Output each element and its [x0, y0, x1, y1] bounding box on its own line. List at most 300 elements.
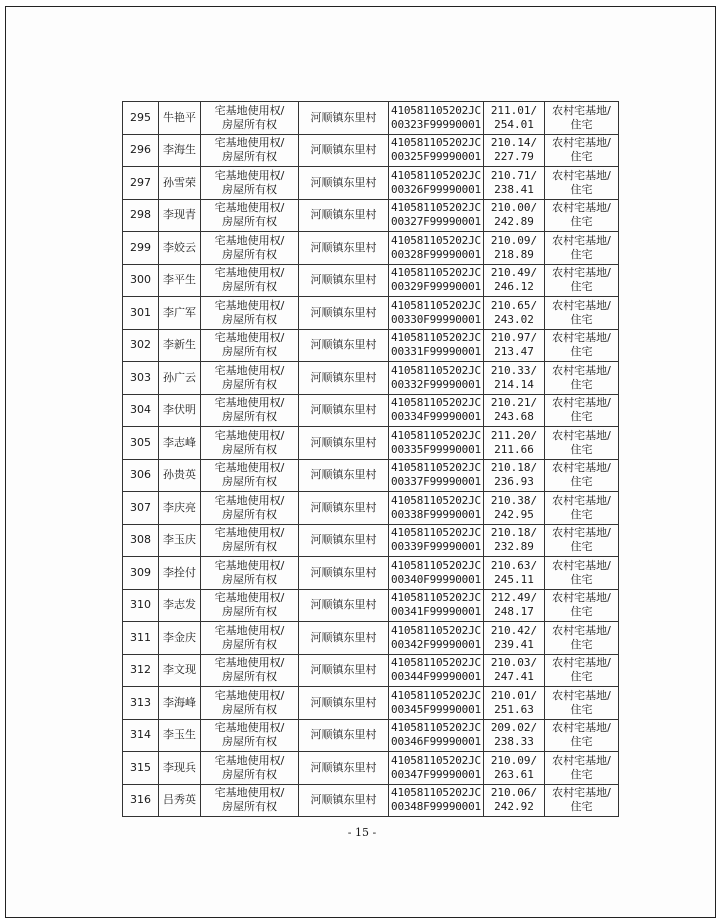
unit-code-cell — [389, 427, 484, 460]
page-number: - 15 - — [347, 826, 377, 839]
area-value-cell — [484, 427, 545, 460]
area-value-line: 210.33/ — [490, 363, 538, 377]
unit-code-line: 410581105202JC — [391, 428, 481, 442]
right-type-line: 宅基地使用权/ — [214, 591, 285, 605]
right-type-line: 宅基地使用权/ — [214, 168, 285, 182]
area-value-line: 214.14 — [494, 377, 534, 391]
row-number-cell: 313 — [123, 687, 159, 720]
unit-code-line: 00337F99990001 — [391, 475, 481, 489]
owner-name-cell: 李志发 — [159, 589, 201, 622]
table-row — [123, 329, 619, 362]
right-type-line: 房屋所有权 — [222, 442, 277, 456]
unit-code-cell — [389, 719, 484, 752]
area-value-cell — [484, 622, 545, 655]
unit-code-line: 00348F99990001 — [391, 800, 481, 814]
unit-code-cell — [389, 557, 484, 590]
table-row — [123, 589, 619, 622]
row-number-cell: 295 — [123, 102, 159, 135]
land-use-line: 住宅 — [570, 410, 593, 424]
right-type-line: 宅基地使用权/ — [214, 786, 285, 800]
unit-code-line: 00334F99990001 — [391, 410, 481, 424]
right-type-line: 宅基地使用权/ — [214, 493, 285, 507]
land-use-line: 住宅 — [570, 702, 593, 716]
unit-code-line: 410581105202JC — [391, 103, 481, 117]
land-use-line: 住宅 — [570, 312, 593, 326]
land-use-line: 农村宅基地/ — [552, 136, 611, 150]
land-use-cell — [545, 557, 619, 590]
owner-name-cell: 李金庆 — [159, 622, 201, 655]
owner-name-cell: 李文现 — [159, 654, 201, 687]
land-use-line: 住宅 — [570, 605, 593, 619]
table-row — [123, 264, 619, 297]
unit-code-line: 410581105202JC — [391, 168, 481, 182]
right-type-cell — [201, 232, 299, 265]
area-value-cell — [484, 167, 545, 200]
right-type-cell — [201, 492, 299, 525]
table-row — [123, 687, 619, 720]
right-type-line: 宅基地使用权/ — [214, 656, 285, 670]
unit-code-line: 410581105202JC — [391, 461, 481, 475]
land-use-cell — [545, 264, 619, 297]
land-use-line: 住宅 — [570, 767, 593, 781]
area-value-line: 210.71/ — [490, 168, 538, 182]
area-value-line: 218.89 — [494, 247, 534, 261]
right-type-line: 房屋所有权 — [222, 735, 277, 749]
right-type-line: 宅基地使用权/ — [214, 298, 285, 312]
area-value-line: 232.89 — [494, 540, 534, 554]
location-cell: 河顺镇东里村 — [299, 427, 389, 460]
unit-code-cell — [389, 362, 484, 395]
owner-name-cell: 李玉庆 — [159, 524, 201, 557]
unit-code-cell — [389, 167, 484, 200]
unit-code-cell — [389, 687, 484, 720]
right-type-line: 宅基地使用权/ — [214, 396, 285, 410]
area-value-line: 210.14/ — [490, 136, 538, 150]
land-use-line: 住宅 — [570, 345, 593, 359]
area-value-cell — [484, 654, 545, 687]
area-value-cell — [484, 102, 545, 135]
area-value-line: 254.01 — [494, 117, 534, 131]
table-row — [123, 232, 619, 265]
right-type-cell — [201, 459, 299, 492]
unit-code-line: 410581105202JC — [391, 136, 481, 150]
row-number-cell: 316 — [123, 784, 159, 817]
area-value-line: 242.95 — [494, 507, 534, 521]
unit-code-cell — [389, 752, 484, 785]
land-use-cell — [545, 297, 619, 330]
location-cell: 河顺镇东里村 — [299, 297, 389, 330]
table-row — [123, 524, 619, 557]
unit-code-line: 410581105202JC — [391, 396, 481, 410]
right-type-cell — [201, 524, 299, 557]
unit-code-cell — [389, 784, 484, 817]
land-use-line: 住宅 — [570, 507, 593, 521]
land-use-line: 住宅 — [570, 247, 593, 261]
unit-code-line: 410581105202JC — [391, 753, 481, 767]
row-number-cell: 314 — [123, 719, 159, 752]
location-cell: 河顺镇东里村 — [299, 102, 389, 135]
land-use-line: 住宅 — [570, 182, 593, 196]
area-value-line: 247.41 — [494, 670, 534, 684]
right-type-line: 宅基地使用权/ — [214, 753, 285, 767]
location-cell: 河顺镇东里村 — [299, 557, 389, 590]
row-number-cell: 297 — [123, 167, 159, 200]
right-type-cell — [201, 589, 299, 622]
location-cell: 河顺镇东里村 — [299, 622, 389, 655]
right-type-line: 房屋所有权 — [222, 702, 277, 716]
area-value-line: 210.06/ — [490, 786, 538, 800]
unit-code-cell — [389, 622, 484, 655]
table-row — [123, 459, 619, 492]
table-row — [123, 199, 619, 232]
area-value-cell — [484, 232, 545, 265]
land-use-cell — [545, 232, 619, 265]
owner-name-cell: 李海生 — [159, 134, 201, 167]
area-value-cell — [484, 329, 545, 362]
right-type-cell — [201, 752, 299, 785]
location-cell: 河顺镇东里村 — [299, 264, 389, 297]
unit-code-cell — [389, 102, 484, 135]
unit-code-cell — [389, 199, 484, 232]
land-use-line: 农村宅基地/ — [552, 103, 611, 117]
location-cell: 河顺镇东里村 — [299, 329, 389, 362]
owner-name-cell: 李庆亮 — [159, 492, 201, 525]
table-row — [123, 362, 619, 395]
owner-name-cell: 吕秀英 — [159, 784, 201, 817]
area-value-line: 210.09/ — [490, 233, 538, 247]
row-number-cell: 306 — [123, 459, 159, 492]
right-type-line: 房屋所有权 — [222, 312, 277, 326]
right-type-cell — [201, 622, 299, 655]
row-number-cell: 308 — [123, 524, 159, 557]
owner-name-cell: 李志峰 — [159, 427, 201, 460]
right-type-cell — [201, 687, 299, 720]
location-cell: 河顺镇东里村 — [299, 362, 389, 395]
right-type-line: 宅基地使用权/ — [214, 136, 285, 150]
unit-code-line: 410581105202JC — [391, 623, 481, 637]
row-number-cell: 298 — [123, 199, 159, 232]
land-use-cell — [545, 362, 619, 395]
right-type-cell — [201, 297, 299, 330]
unit-code-cell — [389, 264, 484, 297]
unit-code-cell — [389, 589, 484, 622]
location-cell: 河顺镇东里村 — [299, 524, 389, 557]
owner-name-cell: 孙雪荣 — [159, 167, 201, 200]
location-cell: 河顺镇东里村 — [299, 654, 389, 687]
unit-code-line: 410581105202JC — [391, 721, 481, 735]
right-type-line: 房屋所有权 — [222, 182, 277, 196]
area-value-line: 210.01/ — [490, 688, 538, 702]
right-type-line: 房屋所有权 — [222, 605, 277, 619]
location-cell: 河顺镇东里村 — [299, 589, 389, 622]
owner-name-cell: 李现青 — [159, 199, 201, 232]
area-value-line: 210.38/ — [490, 493, 538, 507]
unit-code-line: 410581105202JC — [391, 591, 481, 605]
row-number-cell: 310 — [123, 589, 159, 622]
location-cell: 河顺镇东里村 — [299, 167, 389, 200]
right-type-cell — [201, 264, 299, 297]
land-use-line: 农村宅基地/ — [552, 656, 611, 670]
area-value-cell — [484, 134, 545, 167]
location-cell: 河顺镇东里村 — [299, 199, 389, 232]
unit-code-line: 00344F99990001 — [391, 670, 481, 684]
right-type-line: 房屋所有权 — [222, 572, 277, 586]
land-use-line: 农村宅基地/ — [552, 786, 611, 800]
right-type-cell — [201, 654, 299, 687]
area-value-line: 210.18/ — [490, 526, 538, 540]
area-value-cell — [484, 784, 545, 817]
table-row — [123, 784, 619, 817]
land-use-line: 农村宅基地/ — [552, 201, 611, 215]
land-use-line: 农村宅基地/ — [552, 721, 611, 735]
unit-code-cell — [389, 459, 484, 492]
owner-name-cell: 牛艳平 — [159, 102, 201, 135]
unit-code-line: 00327F99990001 — [391, 215, 481, 229]
area-value-cell — [484, 362, 545, 395]
area-value-cell — [484, 264, 545, 297]
land-use-line: 住宅 — [570, 572, 593, 586]
location-cell: 河顺镇东里村 — [299, 492, 389, 525]
owner-name-cell: 李伏明 — [159, 394, 201, 427]
right-type-line: 宅基地使用权/ — [214, 201, 285, 215]
owner-name-cell: 李平生 — [159, 264, 201, 297]
unit-code-cell — [389, 232, 484, 265]
right-type-line: 房屋所有权 — [222, 637, 277, 651]
area-value-line: 210.21/ — [490, 396, 538, 410]
area-value-line: 248.17 — [494, 605, 534, 619]
area-value-cell — [484, 459, 545, 492]
location-cell: 河顺镇东里村 — [299, 134, 389, 167]
area-value-cell — [484, 752, 545, 785]
location-cell: 河顺镇东里村 — [299, 687, 389, 720]
area-value-line: 239.41 — [494, 637, 534, 651]
right-type-line: 房屋所有权 — [222, 540, 277, 554]
area-value-cell — [484, 719, 545, 752]
unit-code-line: 410581105202JC — [391, 201, 481, 215]
land-use-line: 农村宅基地/ — [552, 363, 611, 377]
land-use-line: 农村宅基地/ — [552, 623, 611, 637]
unit-code-line: 410581105202JC — [391, 233, 481, 247]
land-use-line: 住宅 — [570, 735, 593, 749]
right-type-line: 宅基地使用权/ — [214, 558, 285, 572]
land-use-line: 农村宅基地/ — [552, 591, 611, 605]
land-use-line: 住宅 — [570, 117, 593, 131]
unit-code-line: 00335F99990001 — [391, 442, 481, 456]
unit-code-cell — [389, 297, 484, 330]
unit-code-line: 00347F99990001 — [391, 767, 481, 781]
table-row — [123, 622, 619, 655]
right-type-line: 房屋所有权 — [222, 150, 277, 164]
right-type-line: 宅基地使用权/ — [214, 103, 285, 117]
unit-code-cell — [389, 524, 484, 557]
unit-code-line: 00339F99990001 — [391, 540, 481, 554]
table-row — [123, 297, 619, 330]
unit-code-line: 410581105202JC — [391, 331, 481, 345]
land-use-line: 农村宅基地/ — [552, 558, 611, 572]
location-cell: 河顺镇东里村 — [299, 459, 389, 492]
area-value-line: 210.03/ — [490, 656, 538, 670]
owner-name-cell: 李玉生 — [159, 719, 201, 752]
right-type-line: 房屋所有权 — [222, 247, 277, 261]
land-use-line: 住宅 — [570, 150, 593, 164]
land-use-cell — [545, 459, 619, 492]
area-value-line: 210.63/ — [490, 558, 538, 572]
owner-name-cell: 李现兵 — [159, 752, 201, 785]
land-use-line: 住宅 — [570, 637, 593, 651]
right-type-line: 房屋所有权 — [222, 345, 277, 359]
unit-code-cell — [389, 134, 484, 167]
row-number-cell: 300 — [123, 264, 159, 297]
land-use-line: 农村宅基地/ — [552, 233, 611, 247]
owner-name-cell: 李姣云 — [159, 232, 201, 265]
area-value-cell — [484, 589, 545, 622]
area-value-line: 209.02/ — [490, 721, 538, 735]
right-type-cell — [201, 719, 299, 752]
unit-code-cell — [389, 394, 484, 427]
land-use-cell — [545, 134, 619, 167]
unit-code-line: 00323F99990001 — [391, 117, 481, 131]
row-number-cell: 299 — [123, 232, 159, 265]
area-value-cell — [484, 394, 545, 427]
area-value-line: 210.42/ — [490, 623, 538, 637]
row-number-cell: 307 — [123, 492, 159, 525]
area-value-line: 238.33 — [494, 735, 534, 749]
owner-name-cell: 李拴付 — [159, 557, 201, 590]
table-row — [123, 102, 619, 135]
owner-name-cell: 李海峰 — [159, 687, 201, 720]
area-value-line: 210.18/ — [490, 461, 538, 475]
right-type-line: 宅基地使用权/ — [214, 688, 285, 702]
right-type-line: 宅基地使用权/ — [214, 331, 285, 345]
unit-code-cell — [389, 492, 484, 525]
right-type-cell — [201, 427, 299, 460]
unit-code-line: 00341F99990001 — [391, 605, 481, 619]
unit-code-line: 00331F99990001 — [391, 345, 481, 359]
area-value-line: 238.41 — [494, 182, 534, 196]
land-use-line: 农村宅基地/ — [552, 461, 611, 475]
land-use-cell — [545, 199, 619, 232]
location-cell: 河顺镇东里村 — [299, 232, 389, 265]
right-type-line: 房屋所有权 — [222, 800, 277, 814]
row-number-cell: 309 — [123, 557, 159, 590]
right-type-line: 房屋所有权 — [222, 117, 277, 131]
land-use-line: 住宅 — [570, 215, 593, 229]
land-use-line: 农村宅基地/ — [552, 396, 611, 410]
land-use-cell — [545, 784, 619, 817]
unit-code-line: 00326F99990001 — [391, 182, 481, 196]
unit-code-line: 410581105202JC — [391, 298, 481, 312]
area-value-line: 242.92 — [494, 800, 534, 814]
table-row — [123, 719, 619, 752]
land-use-line: 农村宅基地/ — [552, 753, 611, 767]
table-row — [123, 427, 619, 460]
land-use-line: 农村宅基地/ — [552, 428, 611, 442]
right-type-line: 宅基地使用权/ — [214, 623, 285, 637]
area-value-line: 245.11 — [494, 572, 534, 586]
area-value-cell — [484, 687, 545, 720]
area-value-line: 210.65/ — [490, 298, 538, 312]
land-use-cell — [545, 329, 619, 362]
right-type-line: 宅基地使用权/ — [214, 428, 285, 442]
unit-code-line: 00329F99990001 — [391, 280, 481, 294]
row-number-cell: 302 — [123, 329, 159, 362]
unit-code-line: 00325F99990001 — [391, 150, 481, 164]
location-cell: 河顺镇东里村 — [299, 719, 389, 752]
land-use-cell — [545, 524, 619, 557]
area-value-line: 236.93 — [494, 475, 534, 489]
area-value-line: 210.09/ — [490, 753, 538, 767]
row-number-cell: 303 — [123, 362, 159, 395]
area-value-line: 211.66 — [494, 442, 534, 456]
land-use-line: 农村宅基地/ — [552, 266, 611, 280]
unit-code-line: 410581105202JC — [391, 493, 481, 507]
owner-name-cell: 孙贵英 — [159, 459, 201, 492]
area-value-line: 263.61 — [494, 767, 534, 781]
unit-code-line: 00346F99990001 — [391, 735, 481, 749]
owner-name-cell: 孙广云 — [159, 362, 201, 395]
unit-code-cell — [389, 329, 484, 362]
right-type-line: 房屋所有权 — [222, 410, 277, 424]
table-row — [123, 752, 619, 785]
land-use-cell — [545, 589, 619, 622]
land-use-line: 住宅 — [570, 377, 593, 391]
unit-code-line: 00338F99990001 — [391, 507, 481, 521]
table-row — [123, 394, 619, 427]
area-value-line: 251.63 — [494, 702, 534, 716]
unit-code-line: 410581105202JC — [391, 688, 481, 702]
right-type-cell — [201, 394, 299, 427]
unit-code-line: 00328F99990001 — [391, 247, 481, 261]
area-value-line: 212.49/ — [490, 591, 538, 605]
right-type-line: 房屋所有权 — [222, 670, 277, 684]
land-use-line: 农村宅基地/ — [552, 331, 611, 345]
right-type-line: 宅基地使用权/ — [214, 233, 285, 247]
right-type-line: 宅基地使用权/ — [214, 363, 285, 377]
land-use-cell — [545, 687, 619, 720]
land-use-line: 农村宅基地/ — [552, 493, 611, 507]
table-row — [123, 492, 619, 525]
unit-code-line: 00332F99990001 — [391, 377, 481, 391]
unit-code-line: 00330F99990001 — [391, 312, 481, 326]
unit-code-line: 410581105202JC — [391, 526, 481, 540]
right-type-line: 宅基地使用权/ — [214, 526, 285, 540]
land-use-cell — [545, 719, 619, 752]
area-value-cell — [484, 492, 545, 525]
table-row — [123, 654, 619, 687]
land-use-cell — [545, 654, 619, 687]
table-row — [123, 167, 619, 200]
area-value-line: 213.47 — [494, 345, 534, 359]
right-type-cell — [201, 362, 299, 395]
right-type-line: 宅基地使用权/ — [214, 461, 285, 475]
area-value-line: 210.97/ — [490, 331, 538, 345]
row-number-cell: 304 — [123, 394, 159, 427]
area-value-line: 243.02 — [494, 312, 534, 326]
unit-code-line: 410581105202JC — [391, 656, 481, 670]
unit-code-cell — [389, 654, 484, 687]
location-cell: 河顺镇东里村 — [299, 752, 389, 785]
row-number-cell: 305 — [123, 427, 159, 460]
row-number-cell: 311 — [123, 622, 159, 655]
land-use-line: 住宅 — [570, 540, 593, 554]
right-type-line: 房屋所有权 — [222, 377, 277, 391]
owner-name-cell: 李广军 — [159, 297, 201, 330]
right-type-cell — [201, 102, 299, 135]
area-value-line: 210.00/ — [490, 201, 538, 215]
area-value-line: 246.12 — [494, 280, 534, 294]
right-type-line: 房屋所有权 — [222, 475, 277, 489]
right-type-line: 房屋所有权 — [222, 280, 277, 294]
